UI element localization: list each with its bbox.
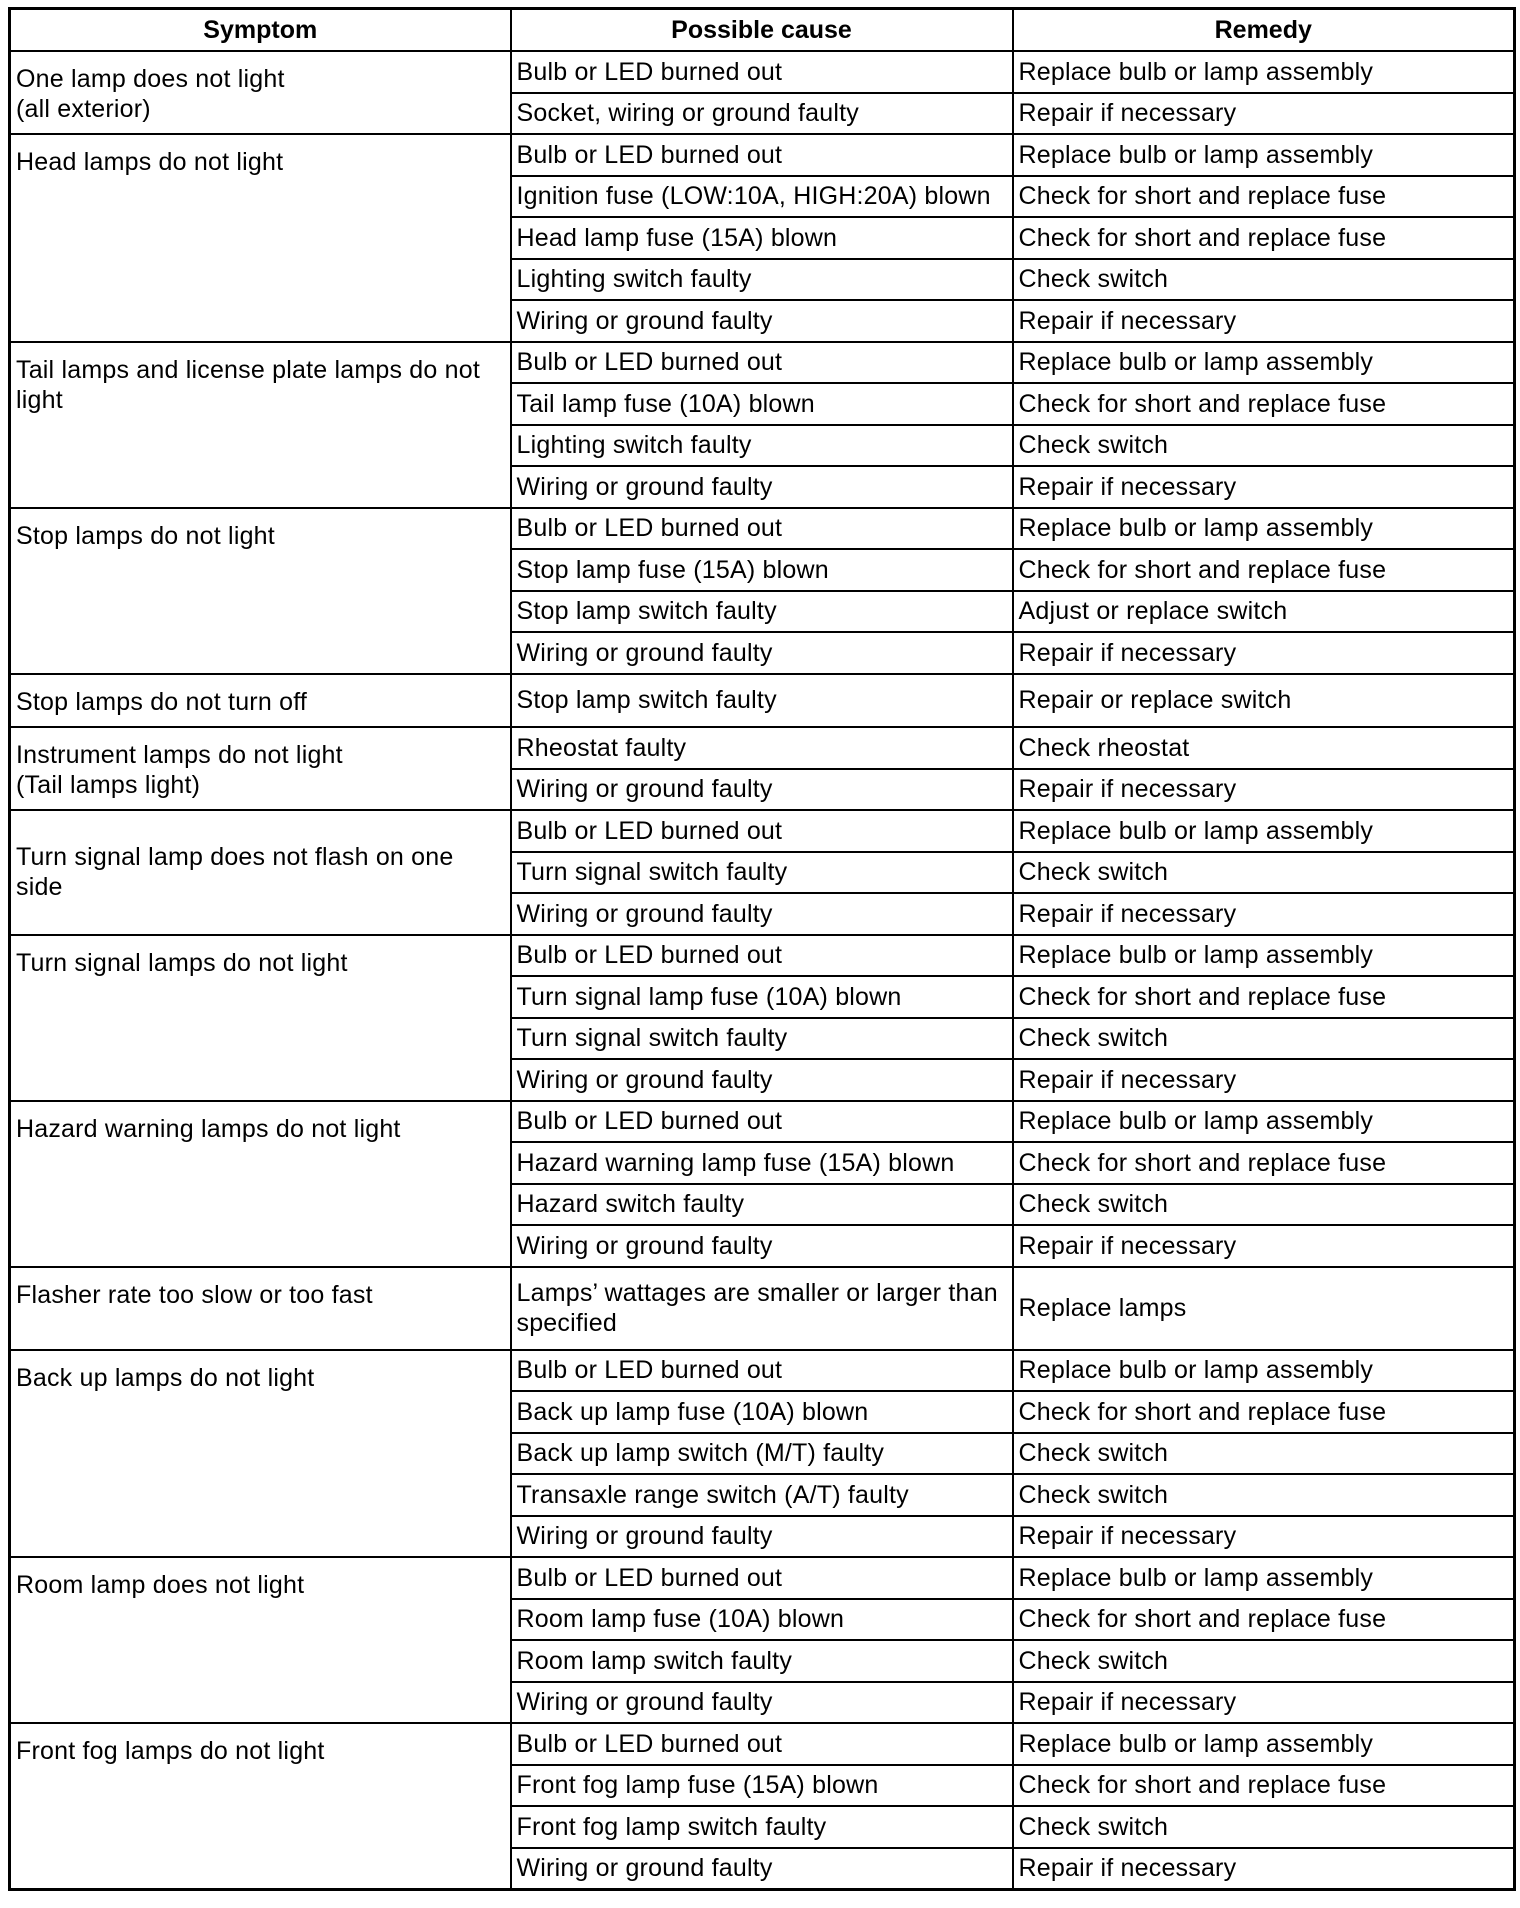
remedy-cell: Check for short and replace fuse xyxy=(1013,176,1515,218)
remedy-cell: Check switch xyxy=(1013,425,1515,467)
remedy-cell: Repair if necessary xyxy=(1013,1516,1515,1558)
cause-cell: Wiring or ground faulty xyxy=(511,300,1013,342)
header-remedy: Remedy xyxy=(1013,9,1515,52)
cause-cell: Bulb or LED burned out xyxy=(511,1350,1013,1392)
cause-cell: Stop lamp fuse (15A) blown xyxy=(511,549,1013,591)
remedy-cell: Replace bulb or lamp assembly xyxy=(1013,342,1515,384)
cause-cell: Ignition fuse (LOW:10A, HIGH:20A) blown xyxy=(511,176,1013,218)
table-row xyxy=(10,1350,1515,1392)
remedy-cell: Check for short and replace fuse xyxy=(1013,1765,1515,1807)
cause-cell: Lighting switch faulty xyxy=(511,425,1013,467)
cause-cell: Wiring or ground faulty xyxy=(511,1059,1013,1101)
symptom-cell xyxy=(10,51,511,134)
symptom-text: Hazard warning lamps do not light xyxy=(16,1114,401,1143)
symptom-text: Instrument lamps do not light xyxy=(16,741,343,769)
cause-cell: Tail lamp fuse (10A) blown xyxy=(511,383,1013,425)
remedy-cell: Check switch xyxy=(1013,1184,1515,1226)
cause-cell: Bulb or LED burned out xyxy=(511,1101,1013,1143)
symptom-text: Head lamps do not light xyxy=(16,148,284,176)
remedy-cell: Replace bulb or lamp assembly xyxy=(1013,508,1515,550)
symptom-text: Front fog lamps do not light xyxy=(16,1737,325,1765)
remedy-cell: Repair if necessary xyxy=(1013,632,1515,674)
symptom-cell xyxy=(10,1723,511,1890)
cause-cell: Wiring or ground faulty xyxy=(511,1682,1013,1724)
table-row xyxy=(10,508,1515,550)
remedy-cell: Repair if necessary xyxy=(1013,769,1515,811)
cause-cell: Wiring or ground faulty xyxy=(511,1516,1013,1558)
symptom-cell xyxy=(10,674,511,728)
header-possible-cause: Possible cause xyxy=(511,9,1013,52)
symptom-cell xyxy=(10,134,511,342)
remedy-cell: Check switch xyxy=(1013,1640,1515,1682)
remedy-cell: Replace bulb or lamp assembly xyxy=(1013,1350,1515,1392)
remedy-cell: Replace bulb or lamp assembly xyxy=(1013,134,1515,176)
troubleshooting-table xyxy=(8,7,1516,1891)
remedy-cell: Replace bulb or lamp assembly xyxy=(1013,1557,1515,1599)
symptom-cell xyxy=(10,1350,511,1558)
symptom-cell xyxy=(10,342,511,508)
remedy-cell: Check for short and replace fuse xyxy=(1013,549,1515,591)
remedy-cell: Replace bulb or lamp assembly xyxy=(1013,51,1515,93)
cause-cell: Bulb or LED burned out xyxy=(511,508,1013,550)
symptom-cell xyxy=(10,508,511,674)
remedy-cell: Check rheostat xyxy=(1013,727,1515,769)
remedy-cell: Repair if necessary xyxy=(1013,300,1515,342)
cause-cell: Bulb or LED burned out xyxy=(511,1723,1013,1765)
cause-cell: Turn signal switch faulty xyxy=(511,1018,1013,1060)
cause-cell: Bulb or LED burned out xyxy=(511,134,1013,176)
table-row xyxy=(10,1101,1515,1143)
cause-cell: Turn signal lamp fuse (10A) blown xyxy=(511,976,1013,1018)
remedy-cell: Replace bulb or lamp assembly xyxy=(1013,810,1515,852)
remedy-cell: Repair if necessary xyxy=(1013,1848,1515,1890)
remedy-cell: Check switch xyxy=(1013,852,1515,894)
cause-cell: Lamps’ wattages are smaller or larger than specified xyxy=(511,1267,1013,1350)
remedy-cell: Check for short and replace fuse xyxy=(1013,383,1515,425)
symptom-text: (Tail lamps light) xyxy=(16,771,201,799)
table-row xyxy=(10,935,1515,977)
symptom-text: Back up lamps do not light xyxy=(16,1363,315,1392)
symptom-text: Flasher rate too slow or too fast xyxy=(16,1280,373,1309)
remedy-cell: Check switch xyxy=(1013,1018,1515,1060)
symptom-text: Turn signal lamps do not light xyxy=(16,948,348,977)
cause-cell: Bulb or LED burned out xyxy=(511,342,1013,384)
remedy-cell: Check for short and replace fuse xyxy=(1013,1391,1515,1433)
cause-cell: Stop lamp switch faulty xyxy=(511,591,1013,633)
cause-cell: Bulb or LED burned out xyxy=(511,810,1013,852)
cause-cell: Wiring or ground faulty xyxy=(511,632,1013,674)
remedy-cell: Check for short and replace fuse xyxy=(1013,1142,1515,1184)
table-row xyxy=(10,1267,1515,1350)
symptom-text: light xyxy=(16,385,63,414)
cause-cell: Wiring or ground faulty xyxy=(511,1848,1013,1890)
remedy-cell: Check for short and replace fuse xyxy=(1013,217,1515,259)
remedy-cell: Repair if necessary xyxy=(1013,466,1515,508)
table-row xyxy=(10,810,1515,852)
table-row xyxy=(10,674,1515,728)
cause-cell: Bulb or LED burned out xyxy=(511,1557,1013,1599)
symptom-cell xyxy=(10,727,511,810)
remedy-cell: Replace bulb or lamp assembly xyxy=(1013,935,1515,977)
table-body xyxy=(10,51,1515,1890)
table-row xyxy=(10,1723,1515,1765)
symptom-cell xyxy=(10,1267,511,1350)
table-row xyxy=(10,342,1515,384)
cause-cell: Bulb or LED burned out xyxy=(511,935,1013,977)
remedy-cell: Repair if necessary xyxy=(1013,1059,1515,1101)
table-row xyxy=(10,1557,1515,1599)
symptom-text: Stop lamps do not turn off xyxy=(16,687,308,716)
remedy-cell: Adjust or replace switch xyxy=(1013,591,1515,633)
cause-cell: Rheostat faulty xyxy=(511,727,1013,769)
symptom-text: Stop lamps do not light xyxy=(16,521,275,550)
cause-cell: Head lamp fuse (15A) blown xyxy=(511,217,1013,259)
cause-cell: Room lamp switch faulty xyxy=(511,1640,1013,1682)
remedy-cell: Replace bulb or lamp assembly xyxy=(1013,1723,1515,1765)
remedy-cell: Repair if necessary xyxy=(1013,893,1515,935)
symptom-cell xyxy=(10,935,511,1101)
cause-cell: Wiring or ground faulty xyxy=(511,893,1013,935)
table-row xyxy=(10,51,1515,93)
cause-cell: Front fog lamp switch faulty xyxy=(511,1806,1013,1848)
remedy-cell: Check for short and replace fuse xyxy=(1013,976,1515,1018)
cause-cell: Turn signal switch faulty xyxy=(511,852,1013,894)
remedy-cell: Check switch xyxy=(1013,1474,1515,1516)
remedy-cell: Repair if necessary xyxy=(1013,1225,1515,1267)
cause-cell: Back up lamp fuse (10A) blown xyxy=(511,1391,1013,1433)
cause-cell: Socket, wiring or ground faulty xyxy=(511,93,1013,135)
remedy-cell: Replace bulb or lamp assembly xyxy=(1013,1101,1515,1143)
symptom-text: Turn signal lamp does not flash on one side xyxy=(16,843,454,902)
symptom-text: (all exterior) xyxy=(16,95,151,123)
remedy-cell: Check switch xyxy=(1013,259,1515,301)
cause-cell: Bulb or LED burned out xyxy=(511,51,1013,93)
remedy-cell: Check for short and replace fuse xyxy=(1013,1599,1515,1641)
cause-cell: Wiring or ground faulty xyxy=(511,1225,1013,1267)
remedy-cell: Repair or replace switch xyxy=(1013,674,1515,728)
symptom-text: Tail lamps and license plate lamps do not xyxy=(16,355,481,384)
cause-cell: Back up lamp switch (M/T) faulty xyxy=(511,1433,1013,1475)
cause-cell: Transaxle range switch (A/T) faulty xyxy=(511,1474,1013,1516)
symptom-cell xyxy=(10,1557,511,1723)
remedy-cell: Check switch xyxy=(1013,1433,1515,1475)
header-symptom: Symptom xyxy=(10,9,511,52)
symptom-text: One lamp does not light xyxy=(16,65,285,93)
table-row xyxy=(10,727,1515,769)
remedy-cell: Replace lamps xyxy=(1013,1267,1515,1350)
remedy-cell: Check switch xyxy=(1013,1806,1515,1848)
symptom-text: Room lamp does not light xyxy=(16,1571,305,1599)
cause-cell: Wiring or ground faulty xyxy=(511,769,1013,811)
remedy-cell: Repair if necessary xyxy=(1013,93,1515,135)
cause-cell: Hazard switch faulty xyxy=(511,1184,1013,1226)
cause-cell: Lighting switch faulty xyxy=(511,259,1013,301)
cause-cell: Wiring or ground faulty xyxy=(511,466,1013,508)
cause-cell: Hazard warning lamp fuse (15A) blown xyxy=(511,1142,1013,1184)
table-row xyxy=(10,134,1515,176)
cause-cell: Stop lamp switch faulty xyxy=(511,674,1013,728)
symptom-cell xyxy=(10,810,511,935)
header-row xyxy=(10,9,1515,52)
symptom-cell xyxy=(10,1101,511,1267)
cause-cell: Front fog lamp fuse (15A) blown xyxy=(511,1765,1013,1807)
cause-cell: Room lamp fuse (10A) blown xyxy=(511,1599,1013,1641)
remedy-cell: Repair if necessary xyxy=(1013,1682,1515,1724)
